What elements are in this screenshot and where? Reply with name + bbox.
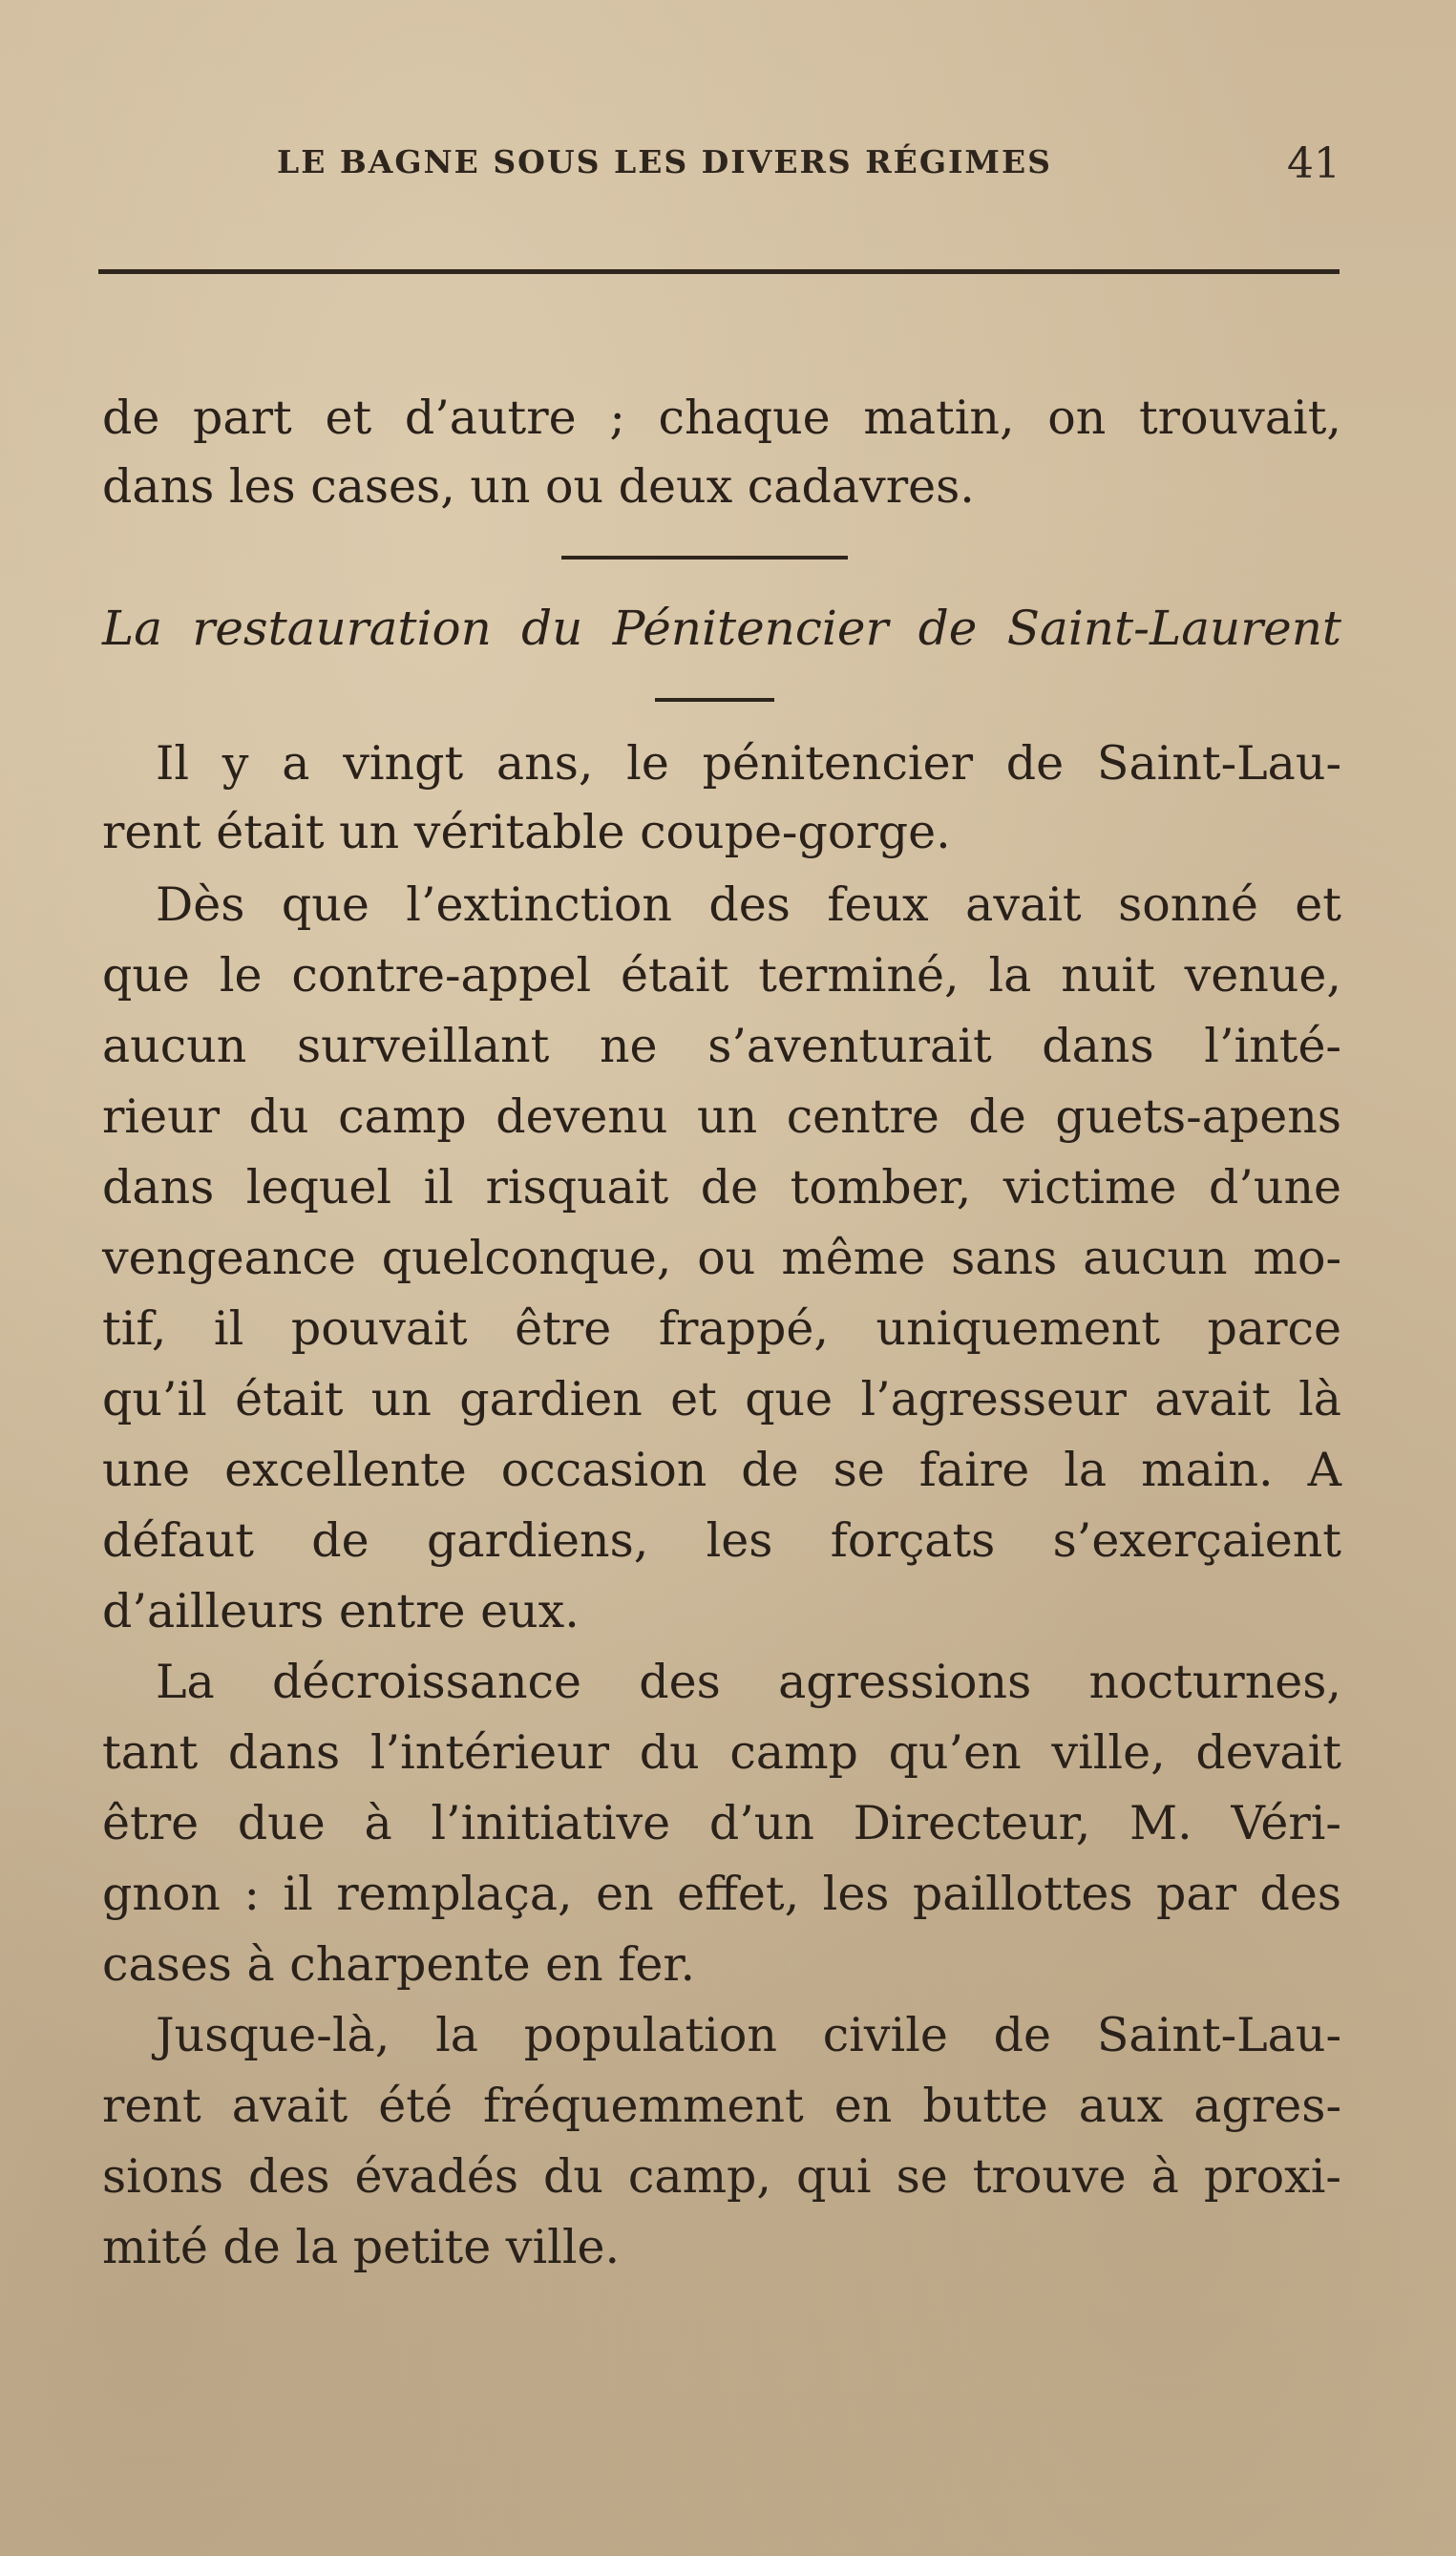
text-line: sions des évadés du camp, qui se trouve à proxi-	[102, 2149, 1341, 2204]
text-line: être due à l’initiative d’un Directeur, M. Véri-	[102, 1796, 1341, 1850]
text-line: une excellente occasion de se faire la main. A	[102, 1443, 1341, 1497]
section-title: La restauration du Pénitencier de Saint-Laurent	[102, 601, 1341, 656]
text-line: Il y a vingt ans, le pénitencier de Saint-Lau-	[156, 736, 1341, 791]
text-line: cases à charpente en fer.	[102, 1937, 696, 1992]
text-line: Jusque-là, la population civile de Saint-Lau-	[156, 2008, 1341, 2062]
section-divider	[561, 556, 848, 560]
text-line: tif, il pouvait être frappé, uniquement parce	[102, 1301, 1341, 1356]
text-line: gnon : il remplaça, en effet, les paillottes par des	[102, 1867, 1341, 1921]
text-line: La décroissance des agressions nocturnes,	[156, 1655, 1341, 1709]
text-line: dans lequel il risquait de tomber, victime d’une	[102, 1160, 1341, 1215]
text-line: Dès que l’extinction des feux avait sonné et	[156, 877, 1341, 932]
header-rule	[98, 269, 1340, 274]
text-line: tant dans l’intérieur du camp qu’en ville, devait	[102, 1725, 1341, 1780]
text-line: aucun surveillant ne s’aventurait dans l’inté-	[102, 1019, 1341, 1073]
text-line: vengeance quelconque, ou même sans aucun mo-	[102, 1231, 1341, 1285]
page-number: 41	[1287, 139, 1340, 188]
text-line: mité de la petite ville.	[102, 2220, 621, 2274]
running-head: LE BAGNE SOUS LES DIVERS RÉGIMES	[277, 143, 1052, 180]
text-line: dans les cases, un ou deux cadavres.	[102, 459, 975, 514]
text-line: qu’il était un gardien et que l’agresseur avait là	[102, 1372, 1341, 1426]
text-line: rieur du camp devenu un centre de guets-apens	[102, 1089, 1341, 1144]
text-line: de part et d’autre ; chaque matin, on trouvait,	[102, 391, 1341, 445]
text-line: que le contre-appel était terminé, la nuit venue,	[102, 948, 1341, 1003]
text-line: rent avait été fréquemment en butte aux agres-	[102, 2079, 1341, 2133]
text-line: rent était un véritable coupe-gorge.	[102, 805, 951, 859]
text-line: d’ailleurs entre eux.	[102, 1584, 580, 1638]
title-divider	[655, 698, 774, 702]
text-line: défaut de gardiens, les forçats s’exerçaient	[102, 1513, 1341, 1568]
